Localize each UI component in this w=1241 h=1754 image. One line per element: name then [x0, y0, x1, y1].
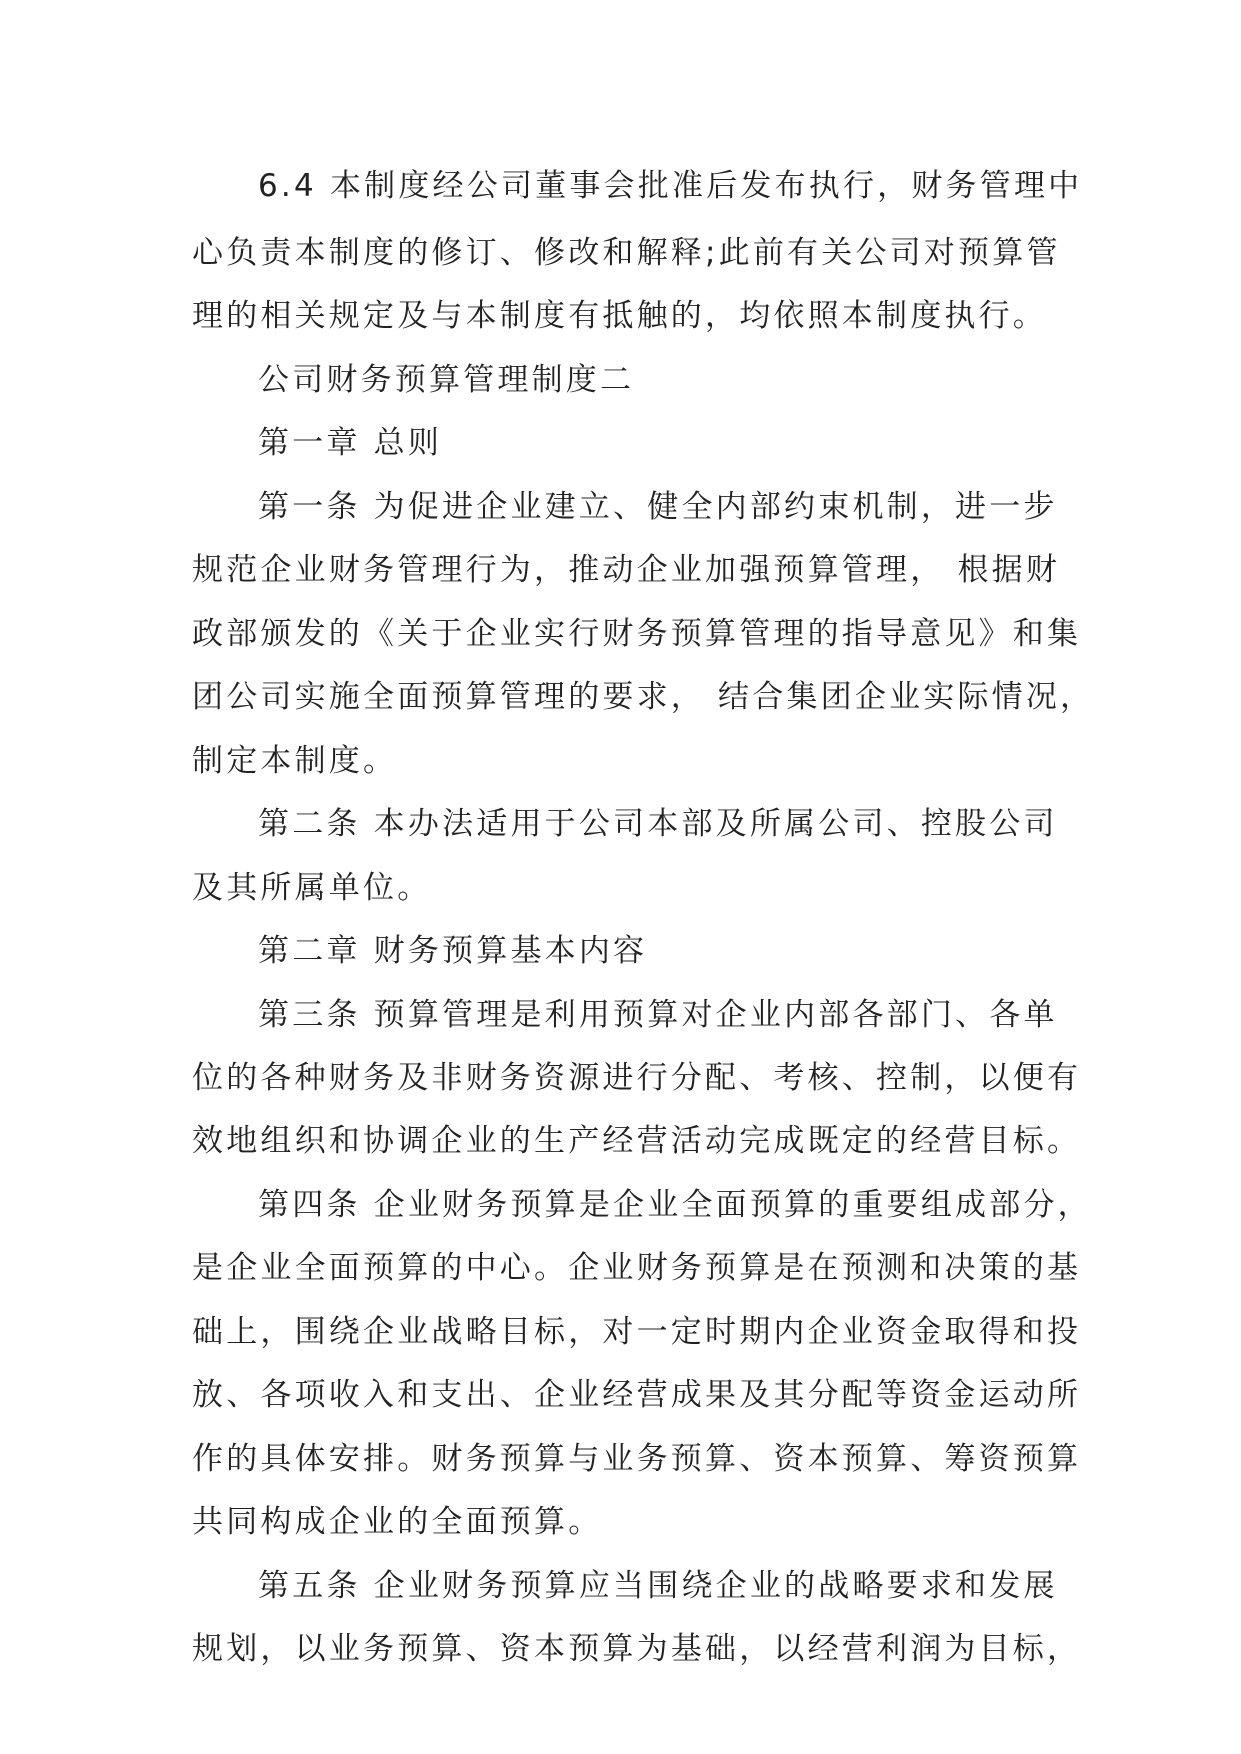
text-line: 及其所属单位。 [192, 870, 432, 906]
text-line: 放、各项收入和支出、企业经营成果及其分配等资金运动所 [192, 1377, 1082, 1413]
text-line: 规范企业财务管理行为，推动企业加强预算管理， 根据财 [192, 552, 1061, 588]
text-line: 团公司实施全面预算管理的要求， 结合集团企业实际情况， [192, 679, 1095, 715]
text-line: 6.4 本制度经公司董事会批准后发布执行，财务管理中 [258, 168, 1083, 204]
text-line: 第一条 为促进企业建立、健全内部约束机制，进一步 [258, 489, 1058, 525]
text-line: 第三条 预算管理是利用预算对企业内部各部门、各单 [258, 997, 1058, 1033]
text-line: 心负责本制度的修订、修改和解释;此前有关公司对预算管 [192, 235, 1061, 271]
text-line: 第二条 本办法适用于公司本部及所属公司、控股公司 [258, 806, 1058, 842]
chapter-heading: 第一章 总则 [258, 425, 443, 461]
text-line: 础上，围绕企业战略目标，对一定时期内企业资金取得和投 [192, 1314, 1082, 1350]
text-line: 是企业全面预算的中心。企业财务预算是在预测和决策的基 [192, 1250, 1082, 1286]
section-title: 公司财务预算管理制度二 [258, 362, 635, 398]
text-line: 第五条 企业财务预算应当围绕企业的战略要求和发展 [258, 1568, 1058, 1604]
text-line: 位的各种财务及非财务资源进行分配、考核、控制，以便有 [192, 1060, 1082, 1096]
text-line: 理的相关规定及与本制度有抵触的，均依照本制度执行。 [192, 298, 1047, 334]
text-line: 规划，以业务预算、资本预算为基础，以经营利润为目标， [192, 1631, 1082, 1667]
chapter-heading: 第二章 财务预算基本内容 [258, 933, 648, 969]
text-line: 制定本制度。 [192, 743, 398, 779]
text-line: 第四条 企业财务预算是企业全面预算的重要组成部分， [258, 1187, 1092, 1223]
text-line: 效地组织和协调企业的生产经营活动完成既定的经营目标。 [192, 1123, 1082, 1159]
text-line: 作的具体安排。财务预算与业务预算、资本预算、筹资预算 [192, 1441, 1082, 1477]
text-line: 共同构成企业的全面预算。 [192, 1504, 603, 1540]
text-line: 政部颁发的《关于企业实行财务预算管理的指导意见》和集 [192, 616, 1082, 652]
